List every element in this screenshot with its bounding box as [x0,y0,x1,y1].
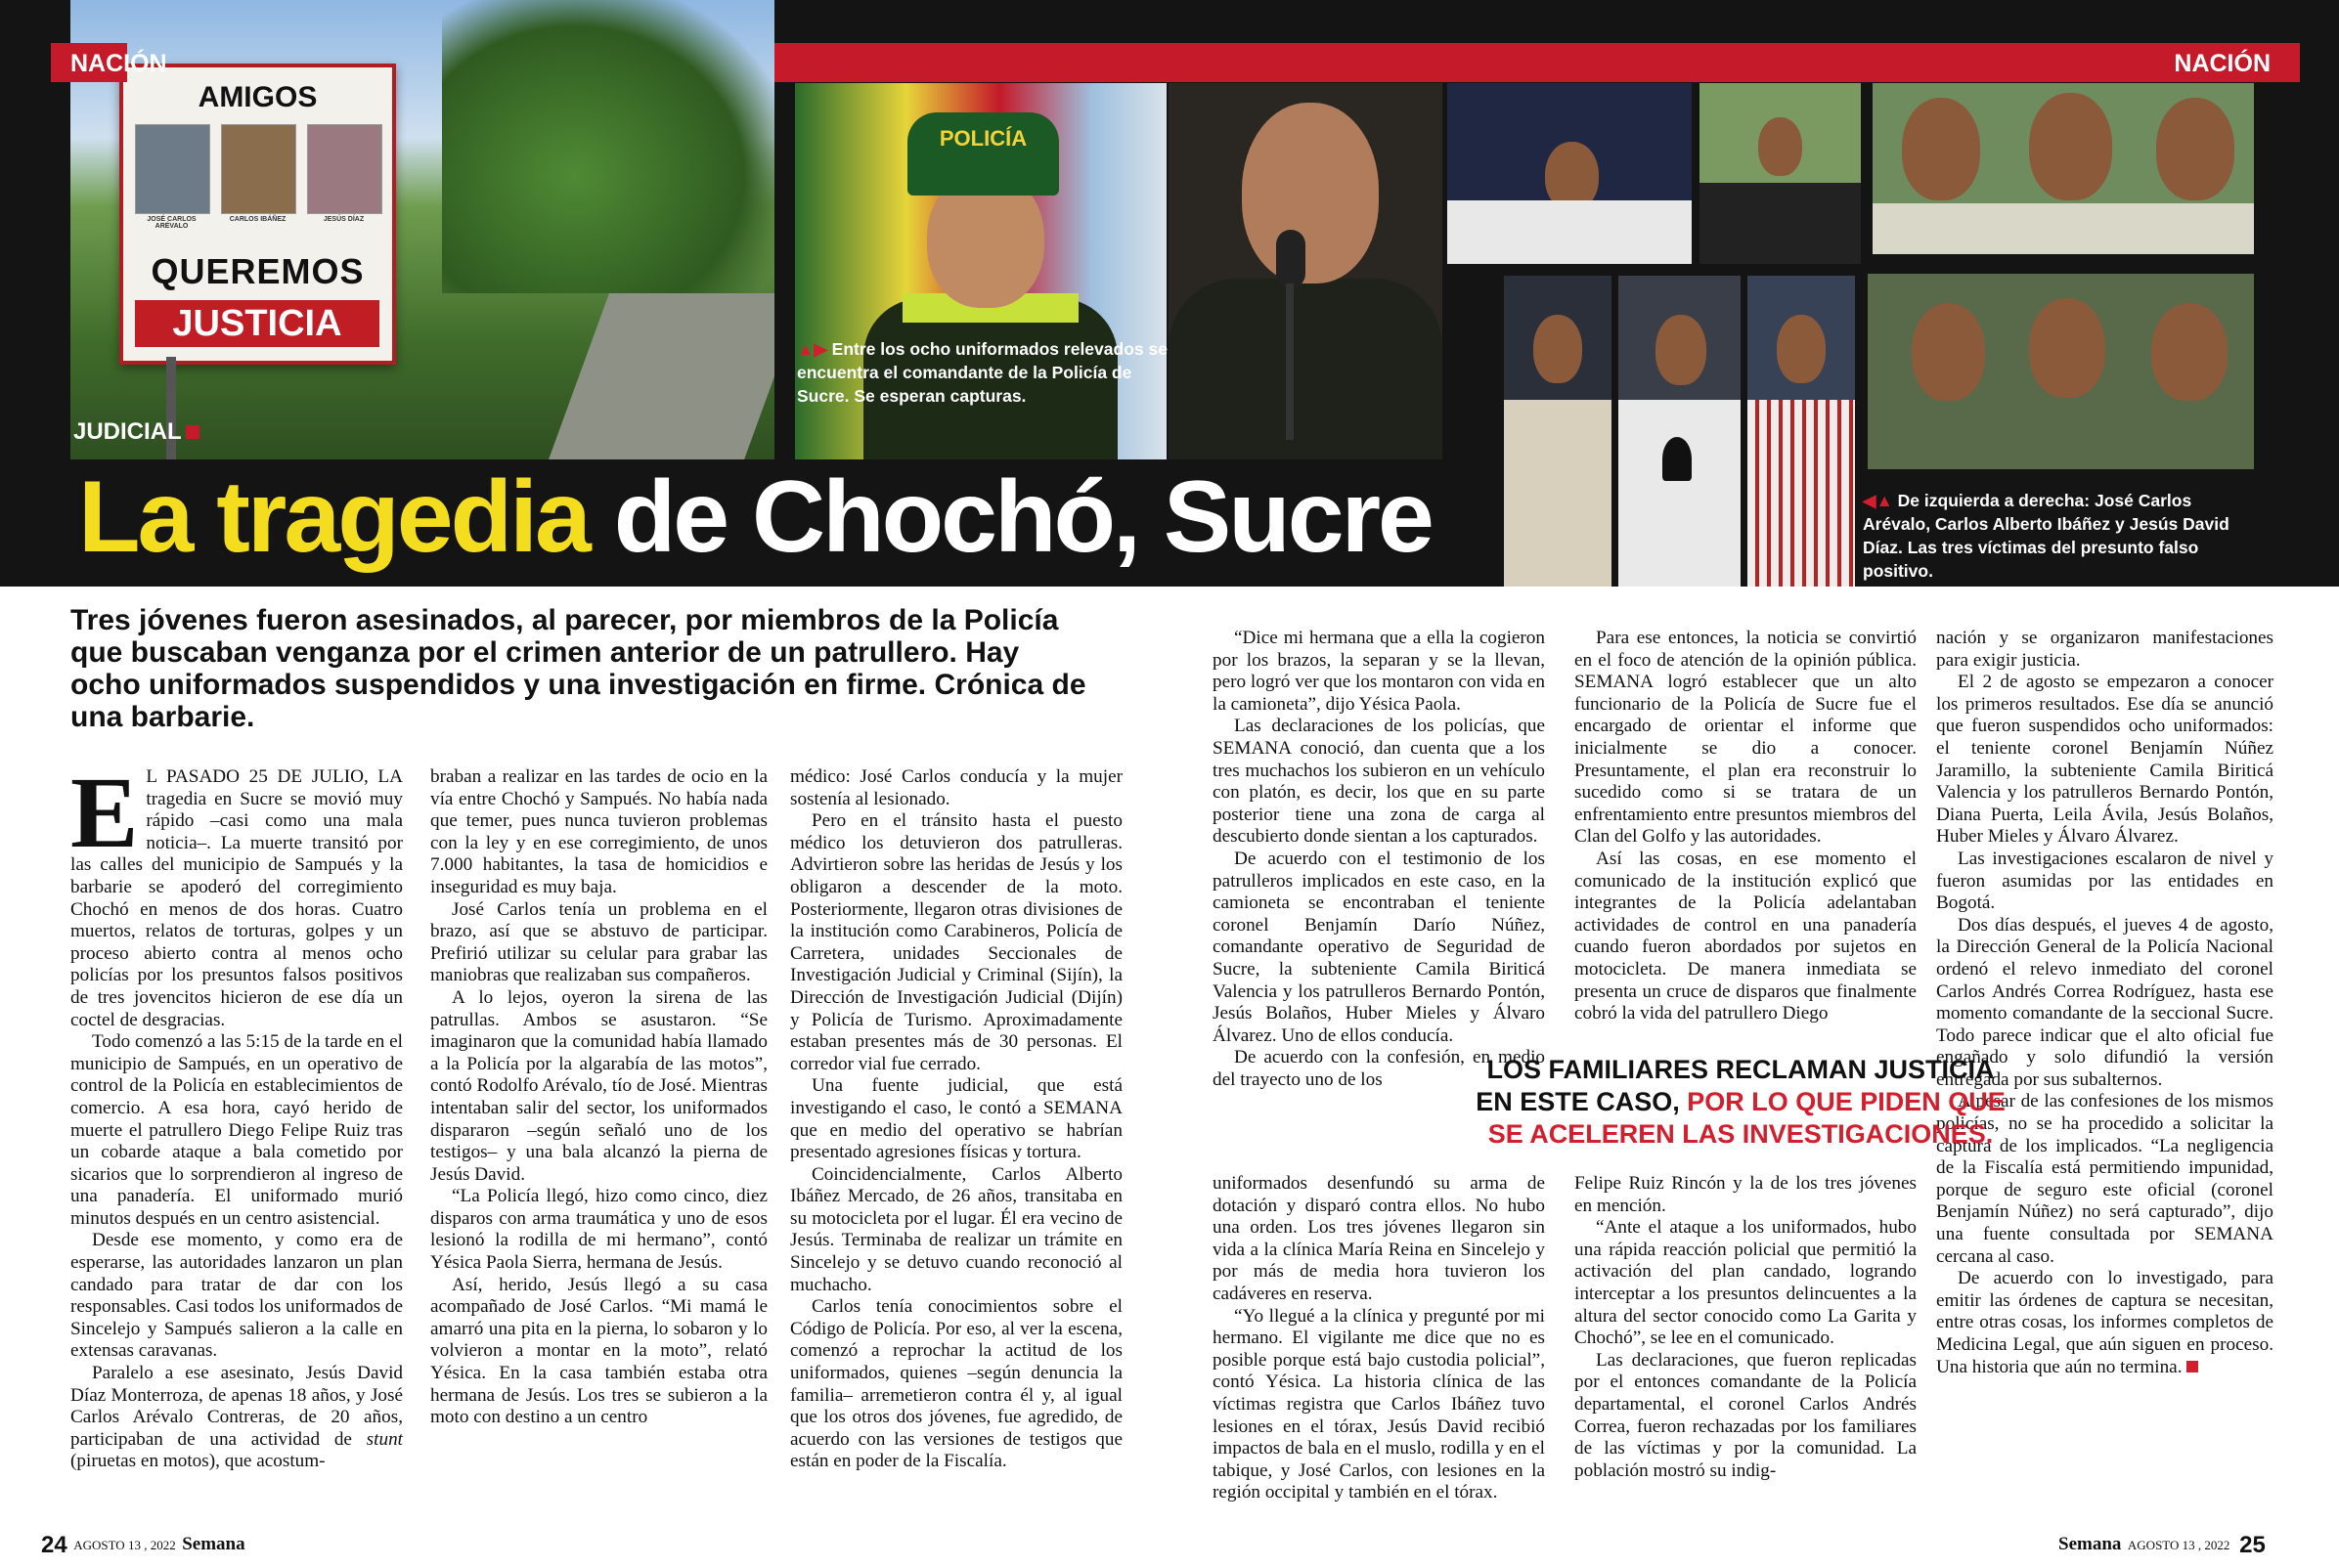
paragraph: médico: José Carlos conducía y la mujer sostenía al lesionado. [790,766,1123,809]
paragraph: uniformados desenfundó su arma de dotación y disparó contra ellos. No hubo una orden. Los tres jóvenes llegaron sin vida a la clínica María Reina en Sincelejo y por más de media hora tuvieron los cadáveres en reserva. [1213,1173,1545,1304]
section-bar-left [51,43,167,82]
victim-shirt [1618,400,1741,587]
victim-face [1912,303,1985,401]
footer-left [41,1532,245,1559]
column-5-lower [1574,1173,1917,1482]
victim-shirt [1699,183,1861,264]
column-2 [430,766,768,1429]
victim-photo-2 [1699,83,1861,264]
victim-face [1777,315,1826,383]
sign-name-2: CARLOS IBÁÑEZ [229,216,287,223]
footer-right [2058,1532,2266,1559]
paragraph: Coincidencialmente, Carlos Alberto Ibáñez Mercado, de 26 años, transitaba en su motocicleta por el lugar. Él era vecino de Jesús. Terminaba de realizar un trámite en Sincelejo y se detuvo cuando reconoció al muchacho. [790,1163,1123,1295]
sign-bottom-text: JUSTICIA [135,300,379,347]
column-4 [1213,628,1545,1091]
paragraph: El 2 de agosto se empezaron a conocer los primeros resultados. Ese día se anunció que fueron suspendidos ocho uniformados: el teniente coronel Benjamín Núñez Jaramillo, la subteniente Camila Biriticá Valencia y los patrulleros Bernardo Pontón, Diana Puerta, Leila Ávila, Jesús Bolaños, Huber Mieles y Álvaro Álvarez. [1936,672,2273,848]
victim-face [1655,315,1706,385]
microphone-stand [1286,283,1294,440]
sign-name-1: JOSÉ CARLOS ARÉVALO [147,216,197,230]
headline-part-1: La tragedia [78,460,589,574]
paragraph: Así las cosas, en ese momento el comunicado de la institución explicó que integrantes de la Policía adelantaban actividades de control en una panadería cuando fueron abordados por sujetos en motocicleta. De manera inmediata se presenta un cruce de disparos que finalmente cobró la vida del patrullero Diego [1574,848,1917,1024]
paragraph: Para ese entonces, la noticia se convirtió en el foco de atención de la opinión pública. SEMANA logró establecer que un alto funcionario de la Policía de Sucre fue el encargado de orientar el informe que inicialmente se dio a conocer. Presuntamente, el plan era reconstruir lo sucedido como si se tratara de un enfrentamiento entre presuntos miembros del Clan del Golfo y las autoridades. [1574,628,1917,848]
caption-arrow-icon: ▲▶ [797,339,827,359]
paragraph: “La Policía llegó, hizo como cinco, diez disparos con arma traumática y uno de esos lesionó la rodilla de mi hermano”, contó Yésica Paola Sierra, hermana de Jesús. [430,1186,768,1274]
column-4-lower [1213,1173,1545,1504]
victim-shirt [1747,400,1855,587]
paragraph: De acuerdo con lo investigado, para emitir las órdenes de captura se necesitan, entre otras cosas, los informes completos de Medicina Legal, que aún siguen en proceso. Una historia que aún no termina. [1936,1268,2273,1377]
victim-shirt [1873,203,2254,255]
section-label-right: NACIÓN [2174,50,2271,77]
victim-photo-5 [1747,276,1855,587]
police-caption: ▲▶ Entre los ocho uniformados relevados se encuentra el comandante de la Policía de Sucre. Se esperan capturas. [797,339,1168,406]
page-number-left: 24 [41,1532,67,1558]
victim-photo-4 [1618,276,1741,587]
protest-sign-photo [70,0,774,459]
victims-trio-photo [1868,274,2254,469]
paragraph: Las declaraciones de los policías, que SEMANA conoció, dan cuenta que a los tres muchachos los subieron en un vehículo con platón, es decir, los que en su parte posterior tiene una zona de carga al descubierto donde sientan a los capturados. [1213,716,1545,848]
section-label-left: NACIÓN [70,50,167,77]
paragraph: De acuerdo con la confesión, en medio del trayecto uno de los [1213,1047,1545,1090]
sign-top-text: AMIGOS [198,81,318,113]
paragraph: A pesar de las confesiones de los mismos policías, no se ha procedido a solicitar la captura de los implicados. “La negligencia de la Fiscalía está permitiendo impunidad, porque de seguro este oficial (coronel Benjamín Núñez) no será capturado”, dijo una fuente consultada por SEMANA cercana al caso. [1936,1091,2273,1267]
victim-face [2029,93,2112,200]
footer-magazine-right: Semana [2058,1534,2122,1554]
commander-uniform [1169,279,1442,459]
victims-caption: ◀▲ De izquierda a derecha: José Carlos Arévalo, Carlos Alberto Ibáñez y Jesús David Díaz. Las tres víctimas del presunto falso positivo. [1863,491,2229,581]
column-1 [70,757,404,1473]
paragraph: A lo lejos, oyeron la sirena de las patrullas. Ambos se asustaron. “Se imaginaron que la comunidad había llamado a la Policía por la algarabía de las motos”, contó Rodolfo Arévalo, tío de José. Mientras intentaban salir del sector, los uniformados dispararon –según señaló uno de los testigos– y una bala alcanzó la pierna de Jesús David. [430,986,768,1185]
headline [78,459,1432,576]
pull-quote: LOS FAMILIARES RECLAMAN JUSTICIA EN ESTE CASO, POR LO QUE PIDEN QUE SE ACELEREN LAS INVESTIGACIONES. [1476,1055,2006,1149]
paragraph: Dos días después, el jueves 4 de agosto, la Dirección General de la Policía Nacional ordenó el relevo inmediato del coronel Carlos Andrés Correa Rodríguez, hasta ese momento comandante de la seccional Sucre. Todo parece indicar que el alto oficial fue engañado y solo difundió la versión entregada por sus subalternos. [1936,914,2273,1090]
victims-selfie-photo [1873,83,2254,254]
sign-middle-text: QUEREMOS [151,251,365,291]
paragraph: braban a realizar en las tardes de ocio en la vía entre Chochó y Sampués. No había nada que temer, pues nunca tuvieron problemas con la ley y en ese corregimiento, de unos 7.000 habitantes, la tasa de homicidios e inseguridad es muy baja. [430,766,768,897]
paragraph: Una fuente judicial, que está investigando el caso, le contó a SEMANA que en medio del operativo se habrían presentado agresiones físicas y tortura. [790,1075,1123,1163]
road [549,293,774,459]
paragraph: Paralelo a ese asesinato, Jesús David Díaz Monterroza, de apenas 18 años, y José Carlos Arévalo Contreras, de 20 años, participaban de una actividad de stunt (piruetas en motos), que acostum- [70,1363,403,1472]
footer-date-left: AGOSTO 13 , 2022 [73,1538,176,1552]
sign-name-3: JESÚS DÍAZ [323,216,365,223]
victim-shirt [1504,400,1611,587]
commander-face [1242,103,1379,283]
victim-face [2029,298,2105,398]
paragraph: nación y se organizaron manifestaciones para exigir justicia. [1936,628,2273,671]
headline-part-2: de Chochó, Sucre [588,460,1432,574]
cap-text: POLICÍA [939,126,1028,151]
victim-face [1758,117,1802,176]
paragraph: “Ante el ataque a los uniformados, hubo una rápida reacción policial que permitió la activación del plan candado, logrando interceptar a los presuntos delincuentes a la altura del sector conocido como La Garita y Chochó”, se lee en el comunicado. [1574,1217,1917,1349]
paragraph: Todo comenzó a las 5:15 de la tarde en el municipio de Sampués, en un operativo de control de la Policía en establecimientos de comercio. A esa hora, cayó herido de muerte el patrullero Diego Felipe Ruiz tras un cobarde ataque a bala cometido por sicarios que lo sorprendieron al ingreso de una panadería. El uniformado murió minutos después en un centro asistencial. [70,1031,403,1229]
victim-face [1533,315,1582,383]
paragraph: José Carlos tenía un problema en el brazo, así que se abstuvo de participar. Prefirió utilizar su celular para grabar las maniobras que realizaban sus compañeros. [430,898,768,986]
footer-magazine-left: Semana [182,1534,245,1554]
photo-band [0,0,2339,587]
column-5 [1574,628,1917,1025]
paragraph: “Dice mi hermana que a ella la cogieron por los brazos, la separan y se la llevan, pero logró ver que los montaron con vida en la camioneta”, dijo Yésica Paola. [1213,628,1545,715]
section-bar-right [774,43,2300,82]
paragraph: Las declaraciones, que fueron replicadas por el entonces comandante de la Policía departamental, el coronel Carlos Andrés Correa, fueron rechazadas por los familiares de las víctimas y por la comunidad. La población mostró su indig- [1574,1349,1917,1481]
dropcap: E [70,757,139,869]
column-6 [1936,628,2273,1378]
paragraph: De acuerdo con el testimonio de los patrulleros implicados en este caso, en la camioneta se encontraban el teniente coronel Benjamín Darío Núñez, comandante operativo de Seguridad de Sucre, la subteniente Camila Biriticá Valencia y los patrulleros Bernardo Pontón, Jesús Bolaños, Huber Mieles y Álvaro Álvarez. Uno de ellos conducía. [1213,848,1545,1046]
police-commander-photo [1169,83,1442,459]
paragraph: Las investigaciones escalaron de nivel y fueron asumidas por las entidades en Bogotá. [1936,848,2273,914]
victim-face [2151,303,2228,401]
trees [442,0,774,293]
mourning-ribbon-icon [1662,437,1692,481]
deck: Tres jóvenes fueron asesinados, al parecer, por miembros de la Policía que buscaban venganza por el crimen anterior de un patrullero. Hay ocho uniformados suspendidos y una investigación en firme. Crónica de una barbarie. [70,604,1086,733]
page-number-right: 25 [2239,1532,2266,1558]
officer-cap [907,112,1059,196]
microphone-icon [1276,230,1305,288]
paragraph: “Yo llegué a la clínica y pregunté por mi hermano. El vigilante me dice que no es posible porque está bajo custodia policial”, contó Yésica. La historia clínica de las víctimas registra que Carlos Ibáñez tuvo lesiones en el tórax, Jesús David recibió impactos de bala en el muslo, rodilla y en el tabique, y José Carlos, con lesiones en la región occipital y también en el tórax. [1213,1305,1545,1503]
footer-date-right: AGOSTO 13 , 2022 [2127,1538,2230,1552]
sign-photo-1 [135,124,210,214]
kicker: JUDICIAL [73,418,199,446]
paragraph: Felipe Ruiz Rincón y la de los tres jóvenes en mención. [1574,1173,1917,1216]
paragraph: Pero en el tránsito hasta el puesto médico los detuvieron dos patrulleras. Advirtieron sobre las heridas de Jesús y los obligaron a descender de la moto. Posteriormente, llegaron otras divisiones de la institución como Carabineros, Policía de Carretera, unidades Seccionales de Investigación Judicial y Criminal (Sijín), la Dirección de Investigación Judicial (Dijín) y Policía de Turismo. Aproximadamente estaban presentes más de 30 personas. El corredor vial fue cerrado. [790,810,1123,1074]
kicker-square [186,425,199,439]
paragraph: Carlos tenía conocimientos sobre el Código de Policía. Por eso, al ver la escena, comenzó a reprochar la actitud de los uniformados, quienes –según denuncia la familia– arremetieron contra él y, al igual que los otros dos jóvenes, fue agredido, de acuerdo con las versiones de testigos que están en poder de la Fiscalía. [790,1296,1123,1472]
victim-shirt [1447,200,1692,264]
paragraph: E L PASADO 25 DE JULIO, LA tragedia en Sucre se movió muy rápido –casi como una mala noticia–. La muerte transitó por las calles del municipio de Sampués y la barbarie se apoderó del corregimiento Chochó en menos de dos horas. Cuatro muertos, relatos de torturas, golpes y un proceso abierto contra al menos ocho policías por los presuntos falsos positivos de tres jovencitos hicieron de ese día un coctel de desgracias. [70,757,403,1030]
sign-photo-3 [307,124,382,214]
paragraph: Desde ese momento, y como era de esperarse, las autoridades lanzaron un plan candado para tratar de dar con los responsables. Casi todos los uniformados de Sincelejo y Sampués salieron a la calle en extensas caravanas. [70,1230,404,1362]
sign-photo-2 [221,124,296,214]
end-mark-icon [2186,1361,2198,1372]
victim-photo-3 [1504,276,1611,587]
victim-photo-1 [1447,83,1692,264]
caption-arrow-icon: ◀▲ [1863,491,1893,510]
paragraph: Así, herido, Jesús llegó a su casa acompañado de José Carlos. “Mi mamá le amarró una pita en la pierna, lo sobaron y lo volvieron a montar en la moto”, relató Yésica. En la casa también estaba otra hermana de Jesús. Los tres se subieron a la moto con destino a un centro [430,1274,768,1428]
protest-sign [119,64,396,365]
column-3 [790,766,1123,1473]
victim-face [2156,98,2234,200]
victim-face [1902,98,1980,200]
